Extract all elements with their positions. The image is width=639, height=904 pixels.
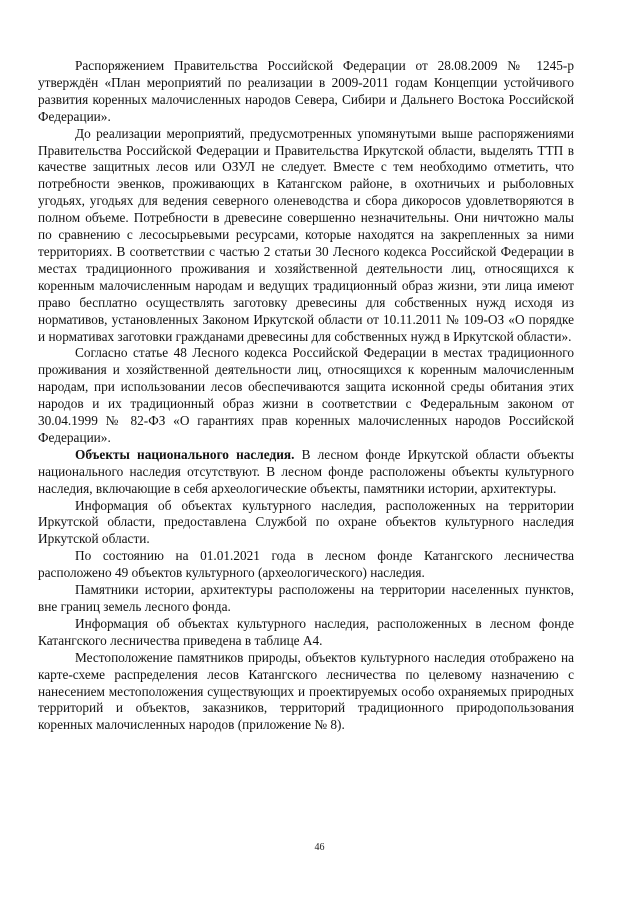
paragraph-heritage-info: Информация об объектах культурного наследия, расположенных на территории Иркутской области, предоставлена Службой по охране объектов культурного наследия Иркутской области. [38,497,574,547]
section-heading-national-heritage: Объекты национального наследия. [75,446,295,462]
paragraph-national-heritage [38,447,574,498]
paragraph-map-scheme: Местоположение памятников природы, объектов культурного наследия отображено на карте-схеме распределения лесов Катангского лесничества по целевому назначению с нанесением местоположения существующих и проектируемых особо охраняемых природных территорий и объектов, заказников, территорий традиционного природопользования коренных малочисленных народов (приложение № 8). [38,649,574,733]
paragraph-monuments-location: Памятники истории, архитектуры расположены на территории населенных пунктов, вне границ земель лесного фонда. [38,582,574,614]
paragraph-table-a4: Информация об объектах культурного наследия, расположенных в лесном фонде Катангского лесничества приведена в таблице А4. [38,615,574,648]
document-body [38,58,574,734]
paragraph-article-48: Согласно статье 48 Лесного кодекса Российской Федерации в местах традиционного проживания и хозяйственной деятельности лиц, относящихся к коренным малочисленным народам, при использовании лесов обеспечиваются защита исконной среды обитания этих народов и их традиционный образ жизни в соответствии с Федеральным законом от 30.04.1999 № 82-ФЗ «О гарантиях прав коренных малочисленных народов Российской Федерации». [38,345,574,445]
paragraph-ttp-measures: До реализации мероприятий, предусмотренных упомянутыми выше распоряжениями Правительства Российской Федерации и Правительства Иркутской области, выделять ТТП в качестве защитных лесов или ОЗУЛ не следует. Вместе с тем необходимо отметить, что потребности эвенков, проживающих в Катангском районе, в охотничьих и рыболовных угодьях, угодьях для ведения северного оленеводства и сбора дикоросов удовлетворяются в полном объеме. Потребности в древесине совершенно незначительны. Они ничтожно малы по сравнению с лесосырьевыми ресурсами, которые находятся на закрепленных за ними территориях. В соответствии с частью 2 статьи 30 Лесного кодекса Российской Федерации в местах традиционного проживания и хозяйственной деятельности лиц, относящихся к коренным малочисленным народам и ведущих традиционный образ жизни, эти лица имеют право бесплатно осуществлять заготовку древесины для собственных нужд исходя из нормативов, установленных Законом Иркутской области от 10.11.2011 № 109-ОЗ «О порядке и нормативах заготовки гражданами древесины для собственных нужд в Иркутской области». [38,125,574,344]
paragraph-decree-1245r: Распоряжением Правительства Российской Федерации от 28.08.2009 № 1245-р утверждён «План мероприятий по реализации в 2009-2011 годам Концепции устойчивого развития коренных малочисленных народов Севера, Сибири и Дальнего Востока Российской Федерации». [38,58,574,124]
paragraph-national-heritage-text: В лесном фонде Иркутской области объекты национального наследия отсутствуют. В лесном фонде расположены объекты культурного наследия, включающие в себя археологические объекты, памятники истории, архитектуры. [38,446,574,496]
paragraph-heritage-count: По состоянию на 01.01.2021 года в лесном фонде Катангского лесничества расположено 49 объектов культурного (археологического) наследия. [38,548,574,581]
page-number: 46 [314,842,325,853]
